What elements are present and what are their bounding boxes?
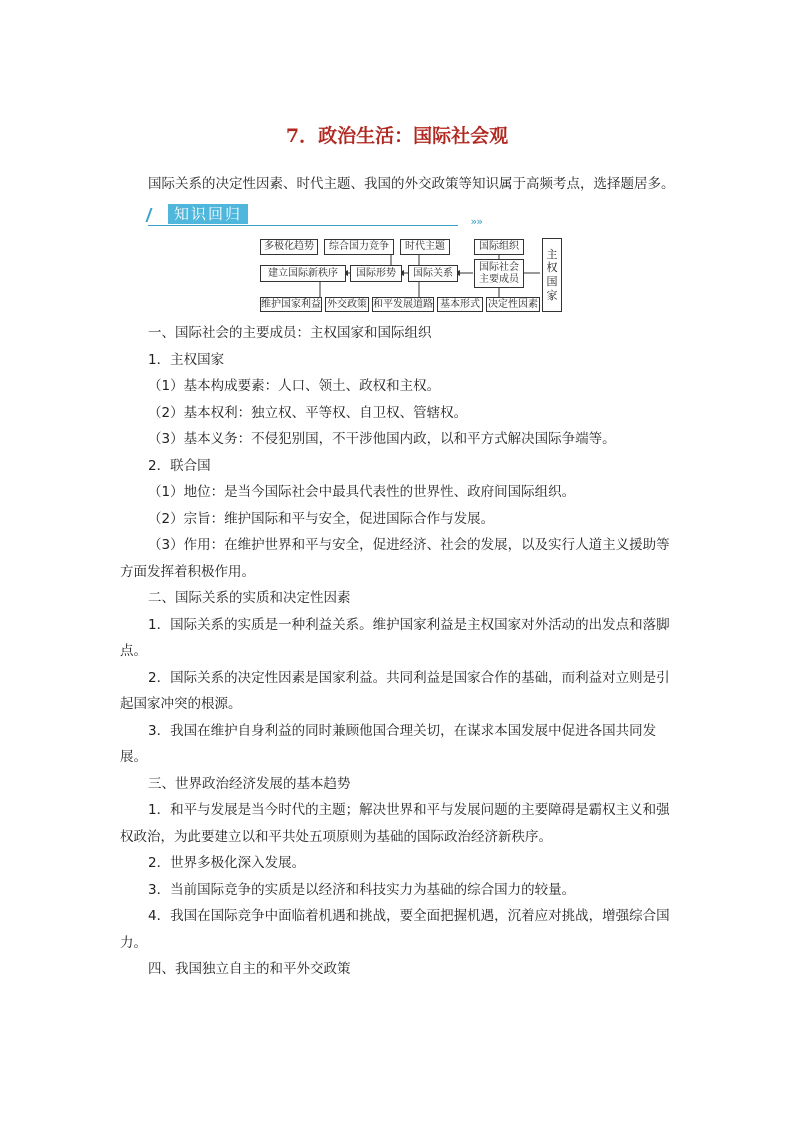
- main-content: [120, 320, 676, 983]
- subheading: 1．主权国家: [148, 351, 225, 368]
- diagram-box-national-power: 综合国力竞争: [324, 239, 394, 255]
- section-banner: [148, 204, 488, 226]
- paragraph: 1．和平与发展是当今时代的主题；解决世界和平与发展问题的主要障碍是霸权主义和强权政治，为此要建立以和平共处五项原则为基础的国际政治经济新秩序。: [120, 802, 670, 845]
- diagram-box-peaceful-development: 和平发展道路: [372, 297, 434, 312]
- diagram-box-intl-situation: 国际形势: [350, 265, 402, 282]
- diagram-box-main-members: 国际社会主要成员: [474, 259, 524, 288]
- diagram-box-decisive-factor: 决定性因素: [486, 297, 540, 312]
- paragraph: 2．国际关系的决定性因素是国家利益。共同利益是国家合作的基础，而利益对立则是引起国家冲突的根源。: [120, 669, 670, 712]
- page-title: 7．政治生活：国际社会观: [285, 125, 509, 147]
- diagram-box-foreign-policy: 外交政策: [325, 297, 369, 312]
- paragraph: 3．当前国际竞争的实质是以经济和科技实力为基础的综合国力的较量。: [148, 881, 576, 898]
- diagram-box-era-theme: 时代主题: [400, 239, 450, 255]
- diagram-box-sovereign-state: 主权国家: [542, 238, 562, 312]
- diagram-box-multipolar: 多极化趋势: [260, 239, 318, 255]
- heading-2: 二、国际关系的实质和决定性因素: [148, 590, 351, 606]
- diagram-box-intl-org: 国际组织: [474, 239, 524, 255]
- heading-4: 四、我国独立自主的和平外交政策: [148, 961, 351, 977]
- paragraph: （2）宗旨：维护国际和平与安全，促进国际合作与发展。: [148, 510, 495, 527]
- diagram-box-national-interest: 维护国家利益: [260, 297, 322, 312]
- paragraph: 3．我国在维护自身利益的同时兼顾他国合理关切，在谋求本国发展中促进各国共同发展。: [120, 722, 657, 765]
- paragraph: （3）基本义务：不侵犯别国，不干涉他国内政，以和平方式解决国际争端等。: [148, 431, 616, 447]
- diagram-box-intl-relations: 国际关系: [408, 265, 458, 282]
- banner-label: 知识回归: [168, 204, 248, 224]
- paragraph: （1）基本构成要素：人口、领土、政权和主权。: [148, 378, 441, 394]
- banner-underline: [148, 225, 458, 226]
- paragraph: （2）基本权利：独立权、平等权、自卫权、管辖权。: [148, 404, 468, 421]
- heading-3: 三、世界政治经济发展的基本趋势: [148, 775, 351, 792]
- intro-text: 国际关系的决定性因素、时代主题、我国的外交政策等知识属于高频考点，选择题居多。: [148, 176, 675, 192]
- paragraph: 1．国际关系的实质是一种利益关系。维护国家利益是主权国家对外活动的出发点和落脚点。: [120, 616, 670, 659]
- banner-slash-decoration: [145, 208, 170, 222]
- subheading: 2．联合国: [148, 457, 211, 474]
- paragraph: 2．世界多极化深入发展。: [148, 855, 306, 871]
- diagram-box-new-order: 建立国际新秩序: [260, 265, 346, 282]
- paragraph: 4．我国在国际竞争中面临着机遇和挑战，要全面把握机遇，沉着应对挑战，增强综合国力。: [120, 908, 670, 951]
- paragraph: （1）地位：是当今国际社会中最具代表性的世界性、政府间国际组织。: [148, 484, 576, 500]
- diagram-box-basic-form: 基本形式: [437, 297, 483, 312]
- knowledge-diagram: [258, 236, 564, 314]
- chevrons-icon: »»: [470, 215, 482, 228]
- paragraph: （3）作用：在维护世界和平与安全，促进经济、社会的发展，以及实行人道主义援助等方面发挥着积极作用。: [120, 537, 670, 580]
- heading-1: 一、国际社会的主要成员：主权国家和国际组织: [148, 325, 432, 341]
